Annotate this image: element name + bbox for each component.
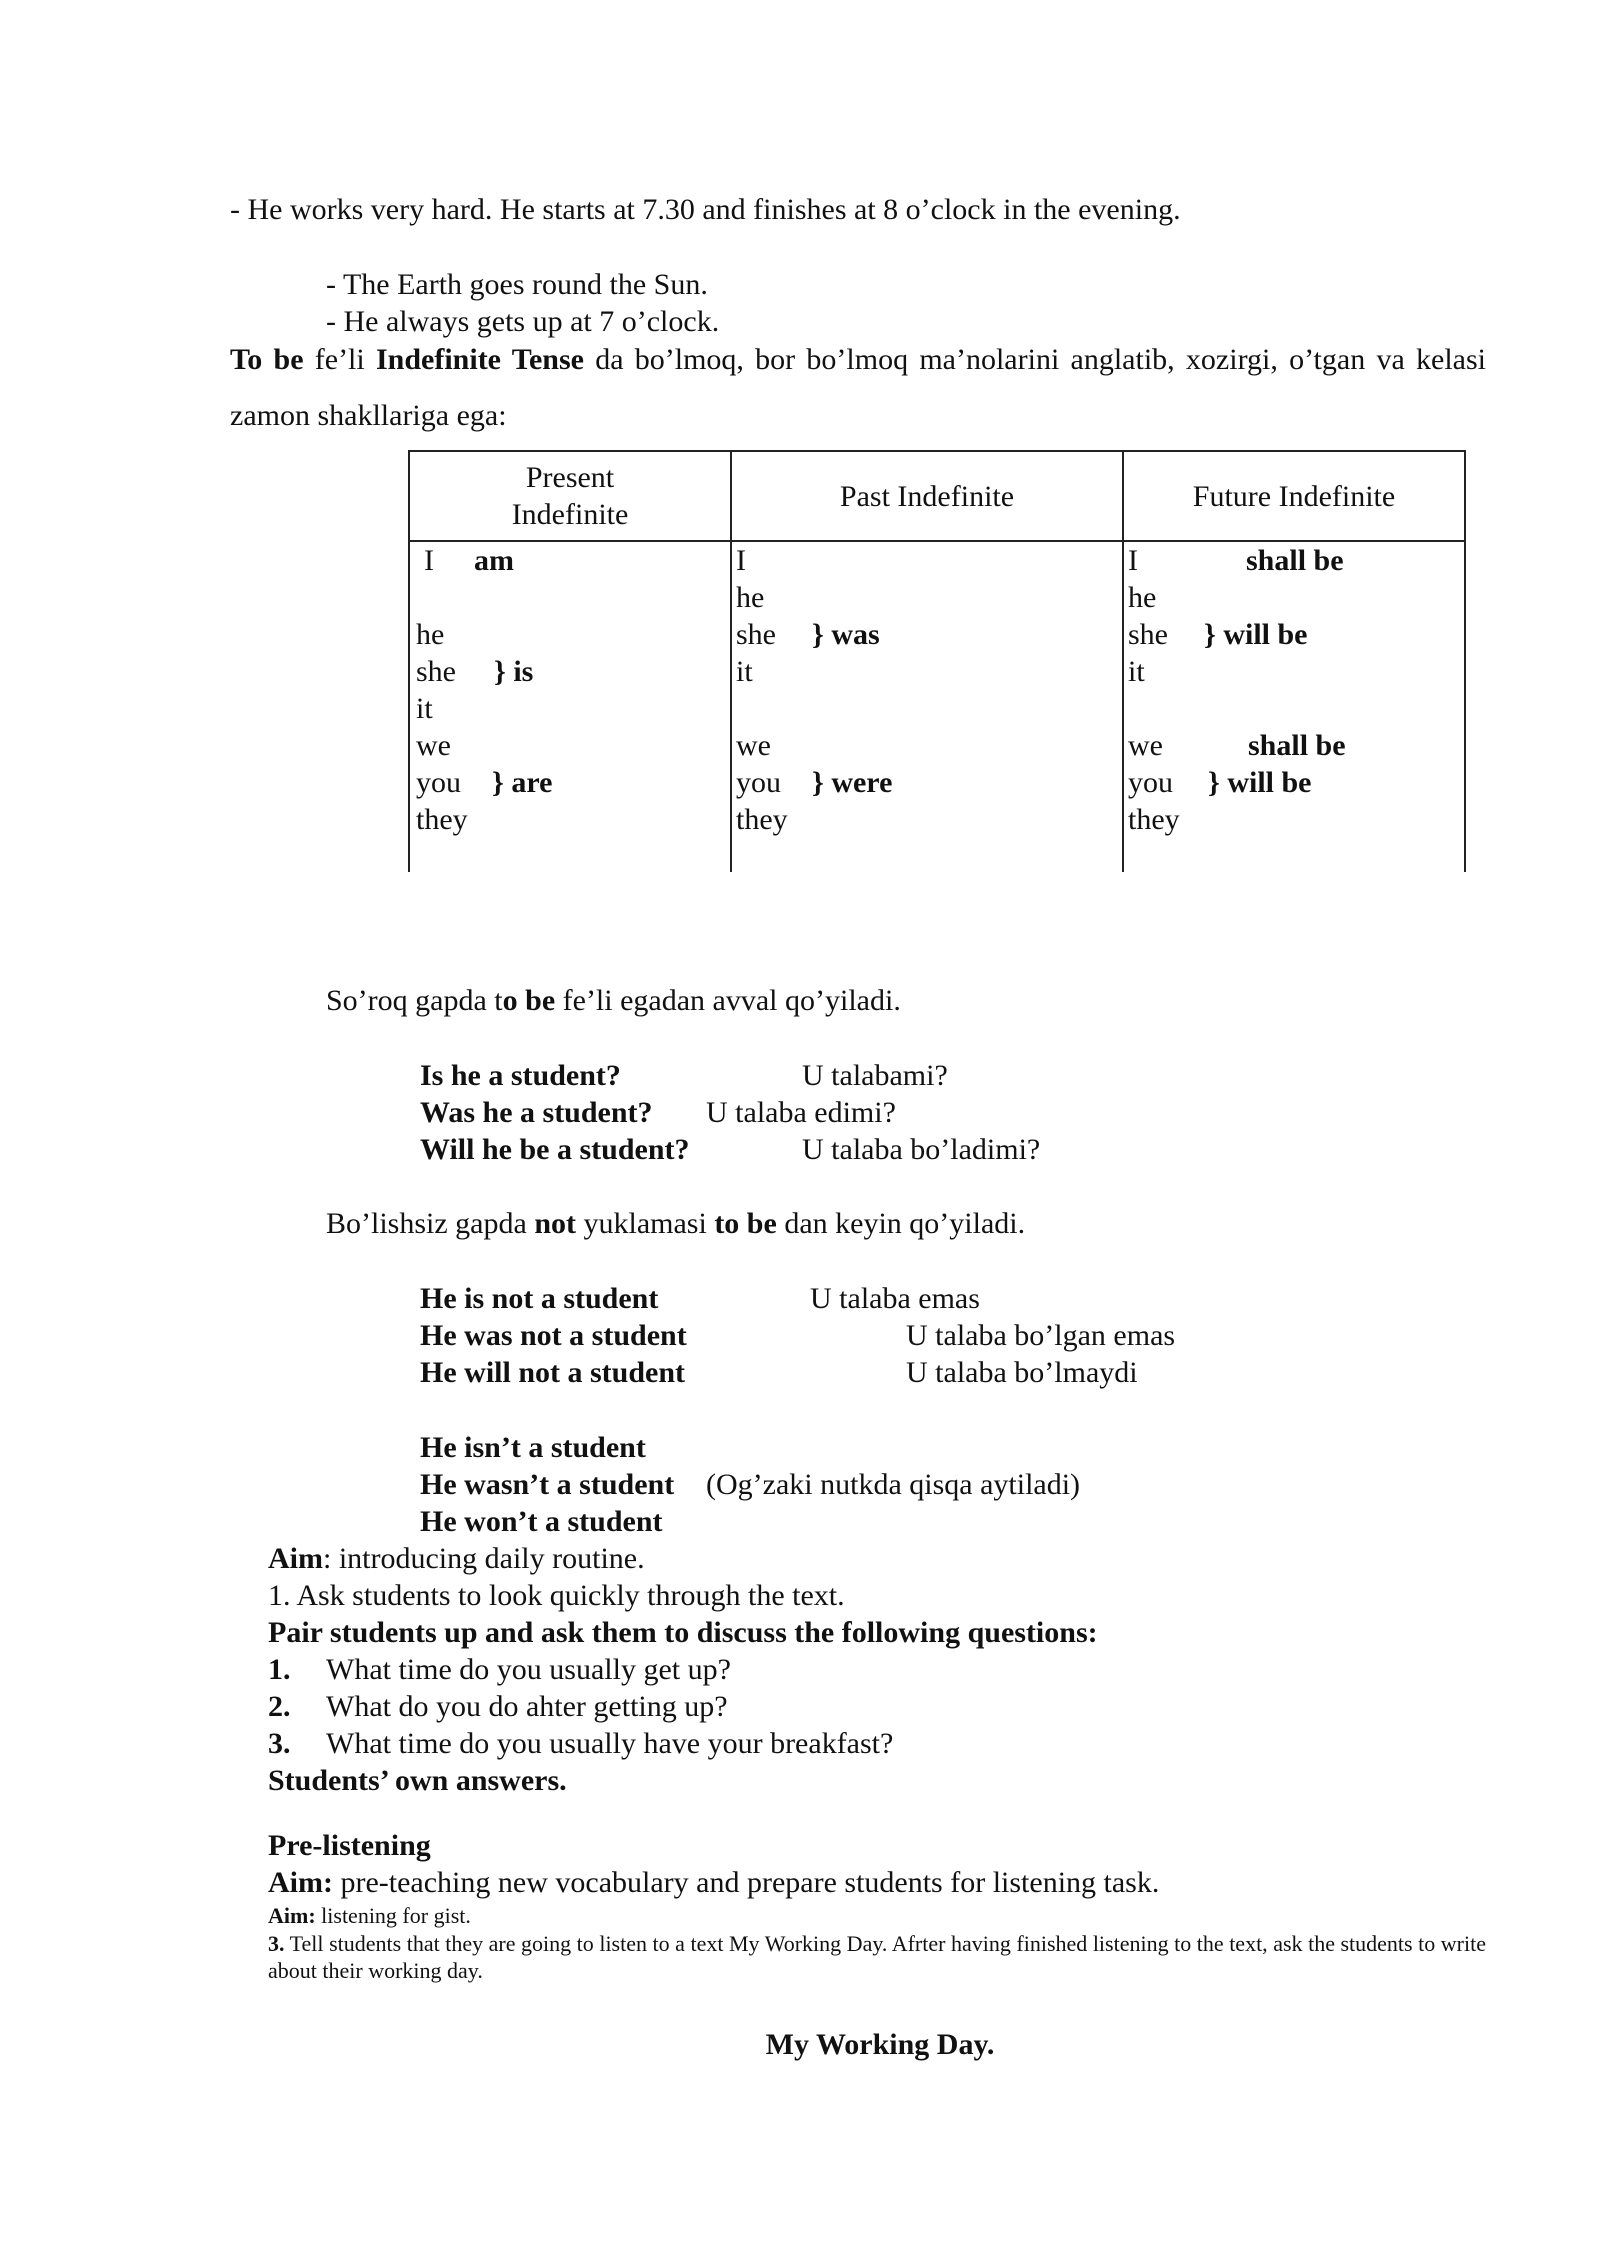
- verb-shall-be: shall be: [1248, 729, 1346, 762]
- pronoun-it: it: [1128, 655, 1145, 688]
- aim-line: Aim: introducing daily routine.: [268, 1542, 645, 1575]
- short-form-3: He won’t a student: [420, 1505, 663, 1538]
- example-sentence-2: - The Earth goes round the Sun.: [326, 268, 708, 301]
- pronoun-she: she: [416, 655, 456, 688]
- negative-en: He was not a student: [420, 1319, 687, 1352]
- header-future: Future Indefinite: [1123, 451, 1465, 541]
- pronoun-it: it: [416, 692, 433, 725]
- pair-heading: Pair students up and ask them to discuss the following questions:: [268, 1616, 1098, 1649]
- pronoun-he: he: [1128, 581, 1157, 614]
- negative-uz: U talaba bo’lgan emas: [906, 1319, 1176, 1352]
- header-present: Present Indefinite: [409, 451, 731, 541]
- own-answers: Students’ own answers.: [268, 1764, 567, 1797]
- pronoun-they: they: [736, 803, 788, 836]
- discussion-question: What time do you usually get up?: [326, 1653, 731, 1686]
- lesson-step-1: 1. Ask students to look quickly through the text.: [268, 1579, 845, 1612]
- pronoun-we: we: [1128, 729, 1163, 762]
- question-uz: U talabami?: [802, 1059, 948, 1092]
- pronoun-i: I: [1128, 544, 1138, 577]
- discussion-number: 3.: [268, 1727, 291, 1760]
- short-form-2: He wasn’t a student: [420, 1468, 675, 1501]
- pronoun-you: you: [1128, 766, 1173, 799]
- listening-aim: Aim: listening for gist.: [268, 1903, 471, 1928]
- pre-listening-heading: Pre-listening: [268, 1829, 431, 1862]
- pronoun-we: we: [416, 729, 451, 762]
- verb-were: } were: [812, 766, 893, 799]
- pronoun-he: he: [736, 581, 765, 614]
- negative-uz: U talaba emas: [810, 1282, 980, 1315]
- pronoun-you: you: [736, 766, 781, 799]
- question-rule: So’roq gapda to be fe’li egadan avval qo’yiladi.: [326, 984, 901, 1017]
- discussion-question: What do you do ahter getting up?: [326, 1690, 728, 1723]
- pronoun-i: I: [736, 544, 746, 577]
- to-be-paragraph: To be fe’li Indefinite Tense da bo’lmoq, bor bo’lmoq ma’nolarini anglatib, xozirgi, o’tgan va kelasi zamon shakllariga ega:: [230, 343, 1486, 432]
- discussion-number: 1.: [268, 1653, 291, 1686]
- pronoun-she: she: [1128, 618, 1168, 651]
- verb-am: am: [474, 544, 514, 577]
- pronoun-he: he: [416, 618, 445, 651]
- verb-will-be: } will be: [1204, 618, 1308, 651]
- verb-are: } are: [492, 766, 553, 799]
- pronoun-they: they: [416, 803, 468, 836]
- verb-was: } was: [812, 618, 880, 651]
- negative-rule: Bo’lishsiz gapda not yuklamasi to be dan keyin qo’yiladi.: [326, 1207, 1026, 1240]
- verb-shall-be: shall be: [1246, 544, 1344, 577]
- example-sentence-1: - He works very hard. He starts at 7.30 and finishes at 8 o’clock in the evening.: [230, 193, 1181, 226]
- discussion-question: What time do you usually have your breakfast?: [326, 1727, 894, 1760]
- discussion-number: 2.: [268, 1690, 291, 1723]
- question-uz: U talaba edimi?: [706, 1096, 896, 1129]
- past-column: [731, 541, 1123, 872]
- question-en: Was he a student?: [420, 1096, 653, 1129]
- pronoun-i: I: [424, 544, 434, 577]
- negative-en: He is not a student: [420, 1282, 659, 1315]
- short-form-note: (Og’zaki nutkda qisqa aytiladi): [706, 1468, 1081, 1501]
- negative-uz: U talaba bo’lmaydi: [906, 1356, 1138, 1389]
- short-form-1: He isn’t a student: [420, 1431, 646, 1464]
- pronoun-they: they: [1128, 803, 1180, 836]
- pre-listening-aim: Aim: pre-teaching new vocabulary and prepare students for listening task.: [268, 1866, 1160, 1899]
- future-column: [1123, 541, 1465, 872]
- pronoun-you: you: [416, 766, 461, 799]
- pronoun-it: it: [736, 655, 753, 688]
- negative-en: He will not a student: [420, 1356, 686, 1389]
- question-en: Is he a student?: [420, 1059, 621, 1092]
- to-be-tense-table: [408, 450, 1466, 872]
- present-column: [409, 541, 731, 872]
- pronoun-she: she: [736, 618, 776, 651]
- verb-will-be: } will be: [1208, 766, 1312, 799]
- question-en: Will he be a student?: [420, 1133, 690, 1166]
- question-uz: U talaba bo’ladimi?: [802, 1133, 1041, 1166]
- pronoun-we: we: [736, 729, 771, 762]
- example-sentence-3: - He always gets up at 7 o’clock.: [326, 305, 720, 338]
- text-title: My Working Day.: [765, 2028, 995, 2061]
- header-past: Past Indefinite: [731, 451, 1123, 541]
- verb-is: } is: [494, 655, 534, 688]
- listening-step-3: 3. Tell students that they are going to listen to a text My Working Day. Afrter having finished listening to the text, ask the students to write about their working day.: [268, 1931, 1486, 1983]
